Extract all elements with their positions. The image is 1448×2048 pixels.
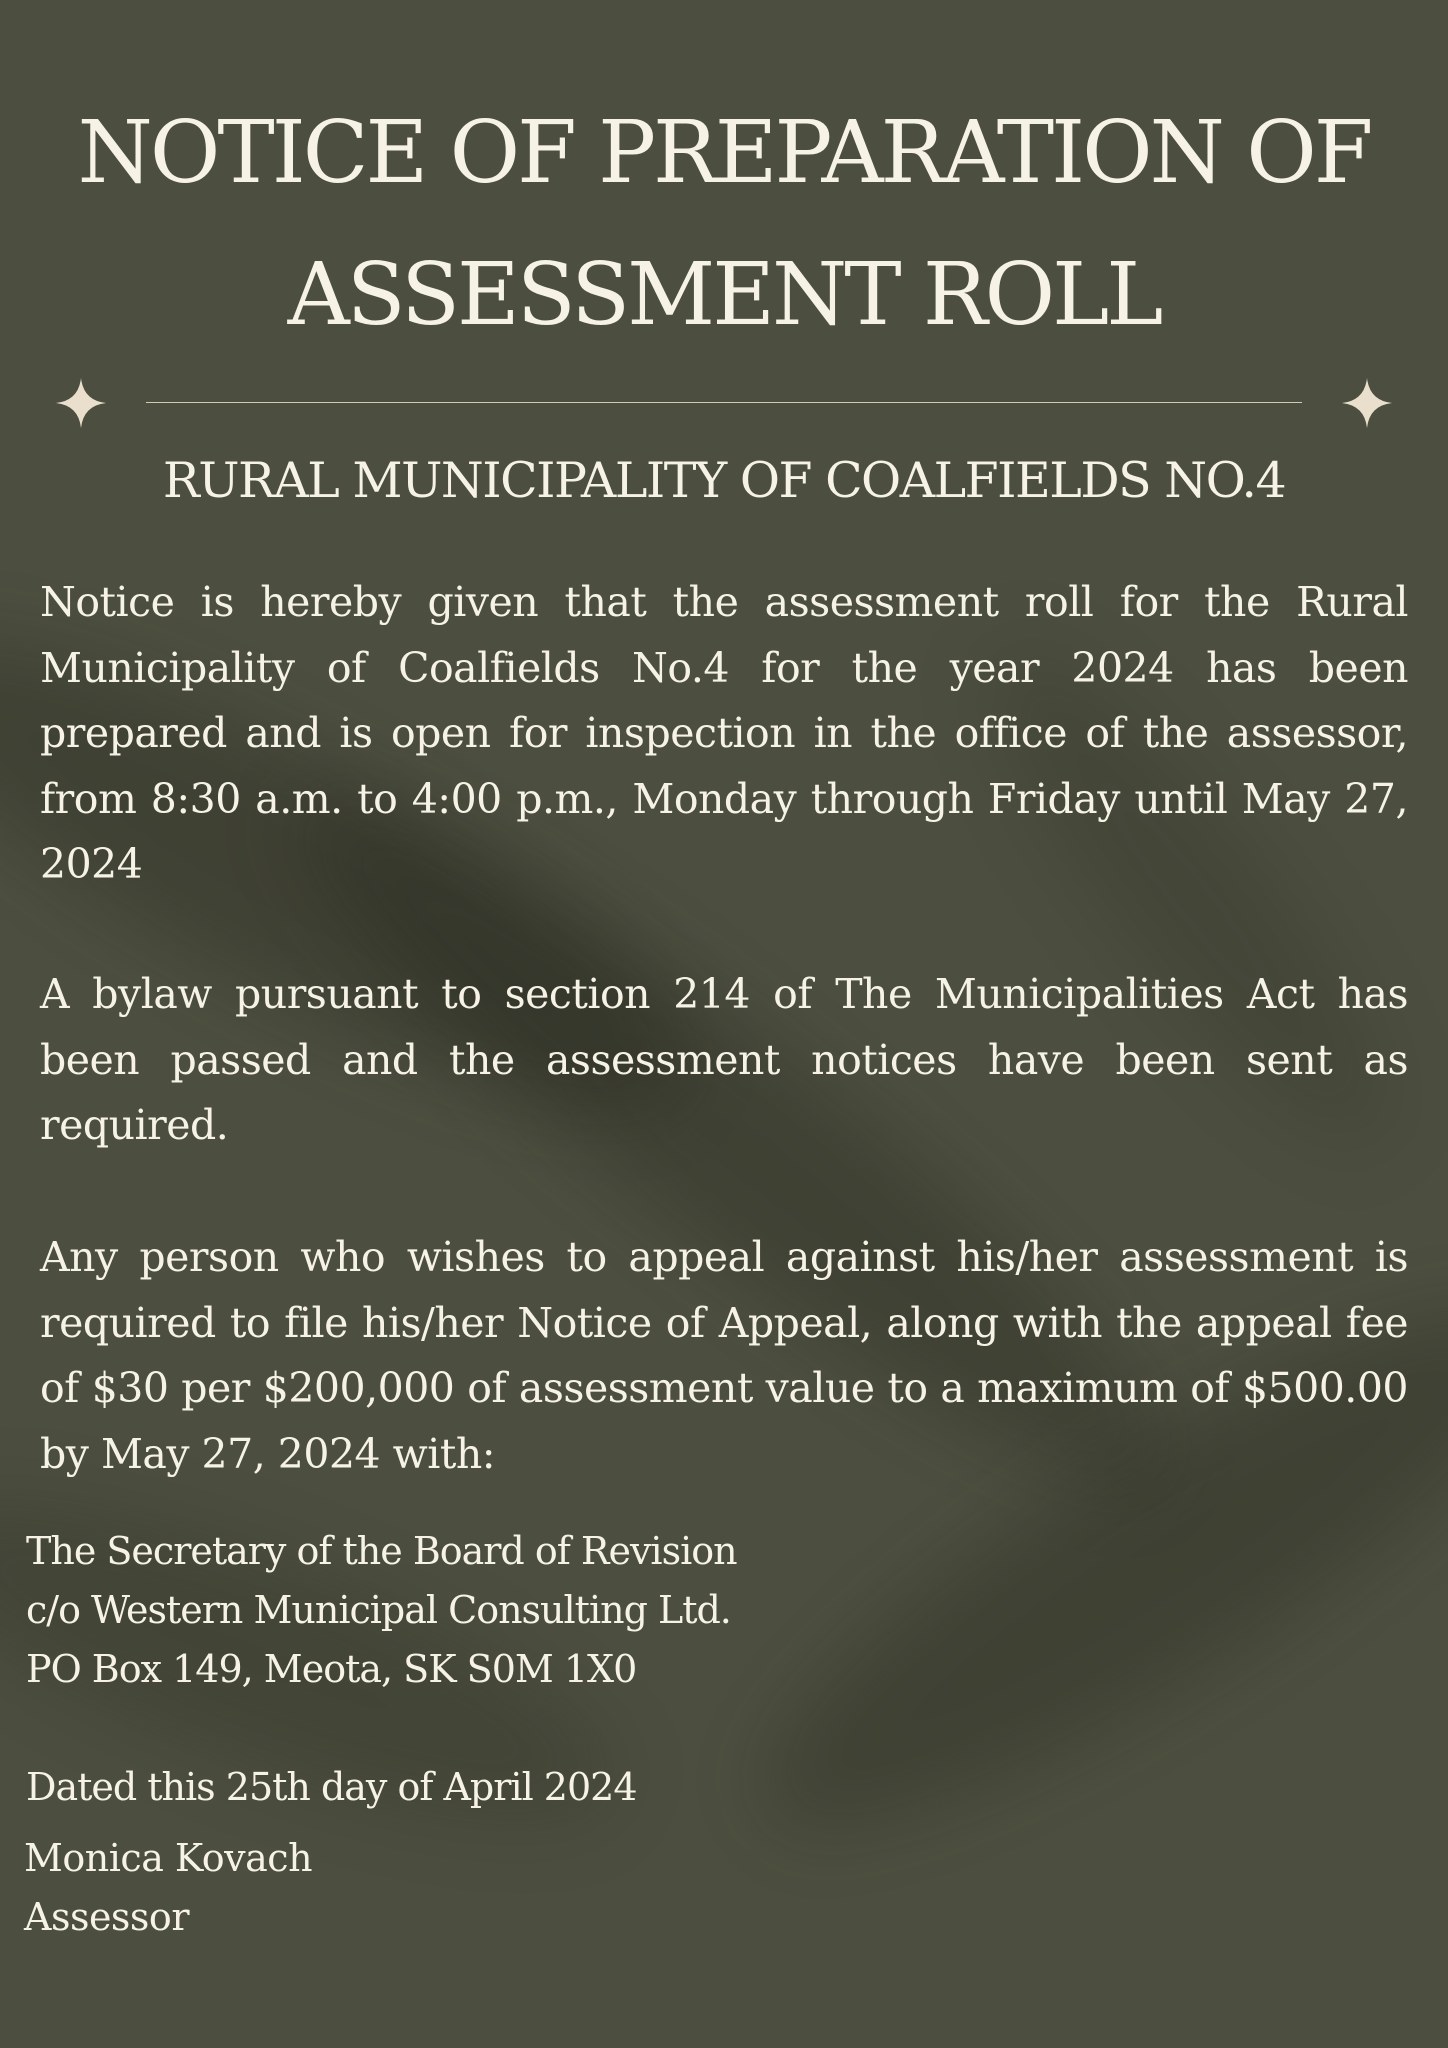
title-line-1: NOTICE OF PREPARATION OF — [77, 103, 1371, 203]
address-line: c/o Western Municipal Consulting Ltd. — [26, 1588, 731, 1632]
address-line: The Secretary of the Board of Revision — [26, 1529, 737, 1573]
municipality-heading: RURAL MUNICIPALITY OF COALFIELDS NO.4 — [162, 452, 1286, 509]
address-line: PO Box 149, Meota, SK S0M 1X0 — [26, 1647, 637, 1691]
notice-paragraph-appeal: Any person who wishes to appeal against his/her assessment is required to file his/her Notice of Appeal, along with the appeal fee of $30 per $200,000 of assessment value to a maximum of $500.00 by May 27, 2024 with: — [40, 1233, 1408, 1478]
page-title — [20, 82, 1428, 366]
sparkle-icon — [1342, 378, 1392, 428]
title-line-2: ASSESSMENT ROLL — [287, 245, 1161, 345]
notice-paragraph-inspection: Notice is hereby given that the assessment roll for the Rural Municipality of Coalfields No.4 for the year 2024 has been prepared and is open for inspection in the office of the assessor, from 8:30 a.m. to 4:00 p.m., Monday through Friday until May 27, 2024 — [40, 578, 1408, 888]
sparkle-icon — [56, 378, 106, 428]
signatory-title: Assessor — [24, 1895, 189, 1939]
dated-line: Dated this 25th day of April 2024 — [26, 1765, 637, 1809]
signatory-name: Monica Kovach — [24, 1836, 313, 1880]
notice-paragraph-bylaw: A bylaw pursuant to section 214 of The Municipalities Act has been passed and the assessment notices have been sent as required. — [40, 970, 1408, 1149]
address-block — [26, 1522, 737, 1699]
divider — [146, 402, 1302, 403]
